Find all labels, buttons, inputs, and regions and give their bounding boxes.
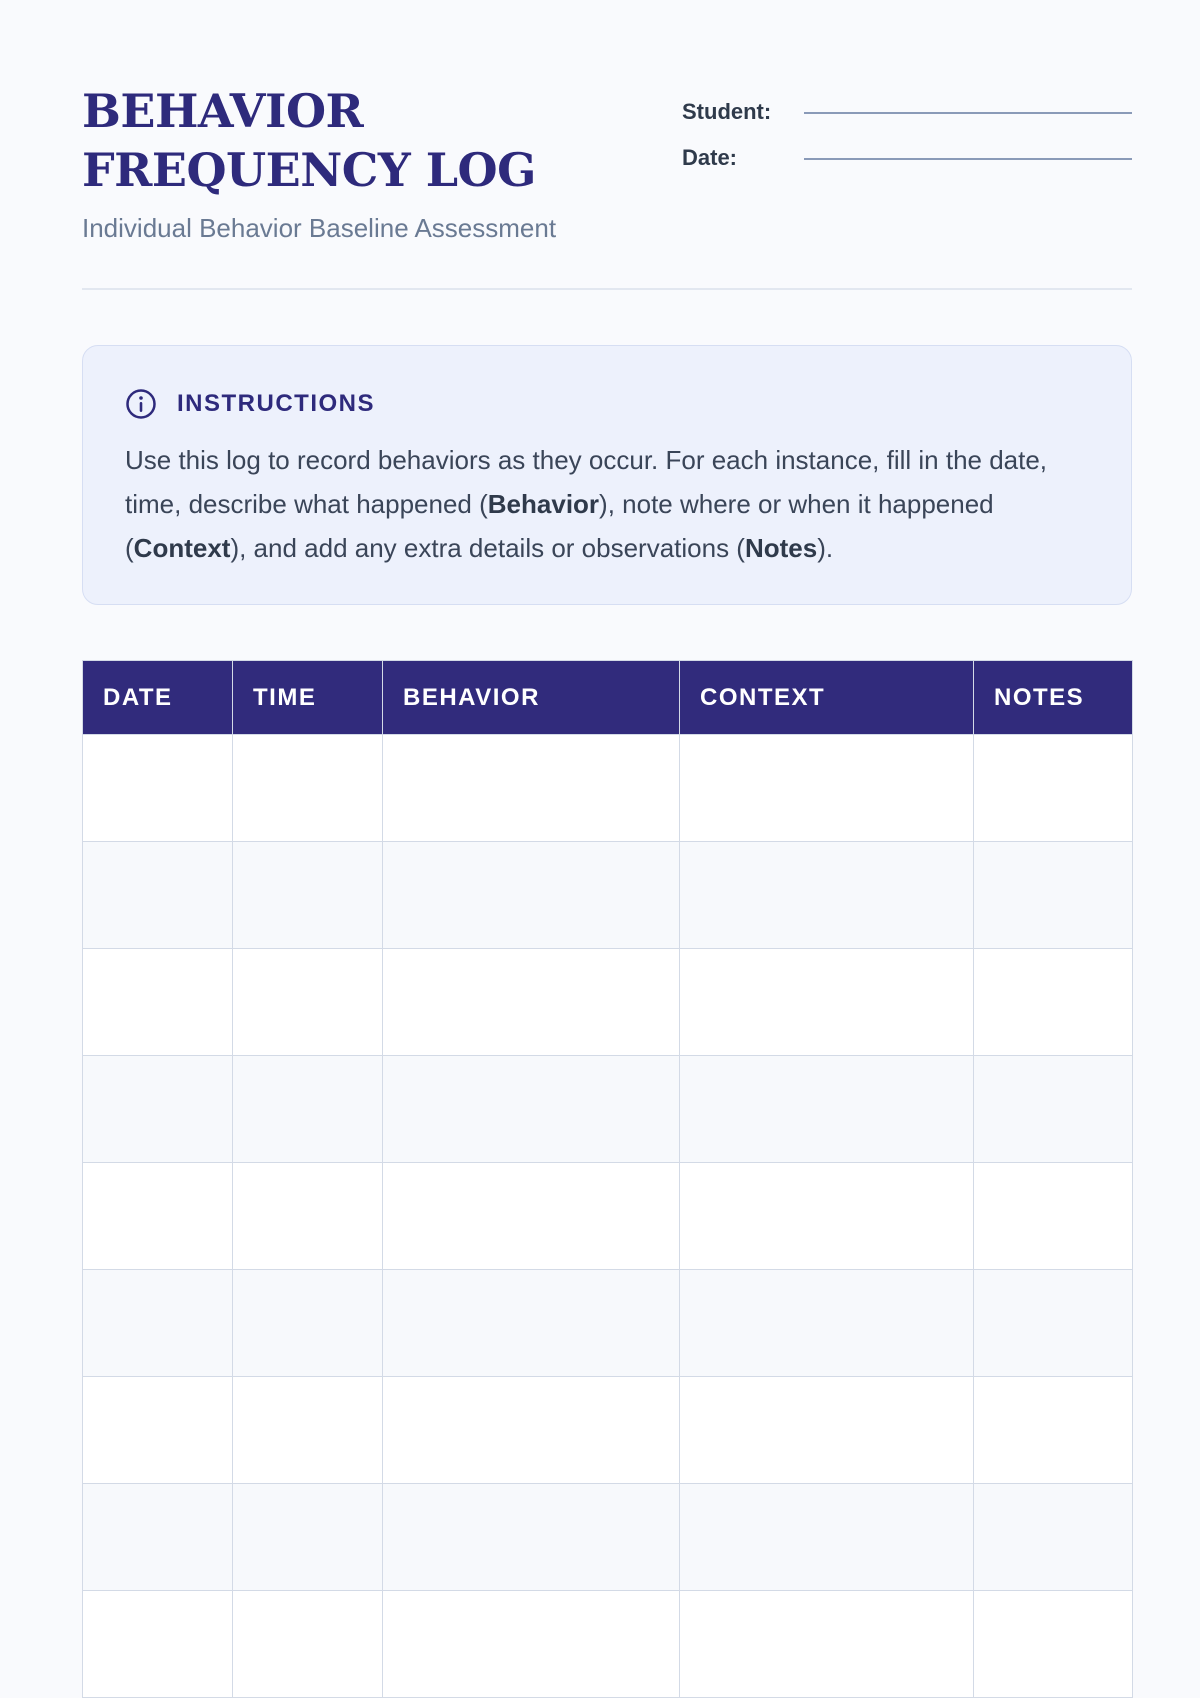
cell-notes[interactable] [974,1484,1133,1591]
cell-behavior[interactable] [383,1591,680,1698]
cell-time[interactable] [233,735,383,842]
table-row [83,949,1133,1056]
cell-time[interactable] [233,949,383,1056]
instructions-keyword-context: Context [133,533,231,563]
cell-date[interactable] [83,949,233,1056]
cell-notes[interactable] [974,735,1133,842]
table-row [83,1056,1133,1163]
cell-time[interactable] [233,1484,383,1591]
page-title: BEHAVIOR FREQUENCY LOG [82,84,536,197]
cell-time[interactable] [233,1163,383,1270]
cell-notes[interactable] [974,1056,1133,1163]
cell-notes[interactable] [974,1270,1133,1377]
cell-context[interactable] [680,735,974,842]
date-label: Date: [682,145,738,170]
column-header-date: DATE [83,661,233,735]
cell-time[interactable] [233,842,383,949]
behavior-log-page [82,0,1132,711]
cell-notes[interactable] [974,1377,1133,1484]
cell-date[interactable] [83,1056,233,1163]
cell-date[interactable] [83,1591,233,1698]
cell-date[interactable] [83,842,233,949]
cell-context[interactable] [680,1056,974,1163]
info-icon [125,388,157,420]
instructions-text-part: ), and add any extra details or observations ( [230,533,745,563]
cell-context[interactable] [680,1484,974,1591]
student-label: Student: [682,99,772,124]
cell-behavior[interactable] [383,949,680,1056]
instructions-box [82,345,1132,605]
cell-behavior[interactable] [383,735,680,842]
cell-context[interactable] [680,842,974,949]
cell-date[interactable] [83,1484,233,1591]
table-row [83,1163,1133,1270]
table-row [83,735,1133,842]
cell-context[interactable] [680,1163,974,1270]
table-header-row [83,661,1133,735]
cell-notes[interactable] [974,842,1133,949]
cell-time[interactable] [233,1591,383,1698]
date-field [682,128,1132,174]
column-header-time: TIME [233,661,383,735]
table-row [83,1484,1133,1591]
table-row [83,1270,1133,1377]
cell-context[interactable] [680,1270,974,1377]
page-header [82,0,1132,290]
instructions-title: INSTRUCTIONS [177,390,375,417]
cell-date[interactable] [83,735,233,842]
cell-date[interactable] [83,1270,233,1377]
column-header-notes: NOTES [974,661,1133,735]
cell-date[interactable] [83,1377,233,1484]
cell-time[interactable] [233,1377,383,1484]
info-fields [682,82,1132,174]
cell-behavior[interactable] [383,1484,680,1591]
cell-time[interactable] [233,1270,383,1377]
cell-behavior[interactable] [383,842,680,949]
table-row [83,1591,1133,1698]
instructions-text-part: Use this log to record behaviors as they occur. For each instance, fill in the date, time, describe what happened ( [125,445,1048,519]
cell-notes[interactable] [974,1591,1133,1698]
cell-context[interactable] [680,1377,974,1484]
instructions-text-part: ), note where or when it happened ( [125,489,994,563]
table-body [83,735,1133,1698]
table-row [83,1377,1133,1484]
student-input-line[interactable] [804,112,1132,114]
behavior-log-table [82,660,1133,1698]
cell-notes[interactable] [974,1163,1133,1270]
column-header-context: CONTEXT [680,661,974,735]
student-field [682,82,1132,128]
instructions-text [125,438,1089,570]
instructions-keyword-notes: Notes [744,533,818,563]
cell-context[interactable] [680,949,974,1056]
cell-time[interactable] [233,1056,383,1163]
page-subtitle: Individual Behavior Baseline Assessment [82,213,557,243]
cell-date[interactable] [83,1163,233,1270]
instructions-header [125,382,1089,426]
cell-behavior[interactable] [383,1056,680,1163]
cell-behavior[interactable] [383,1270,680,1377]
cell-behavior[interactable] [383,1377,680,1484]
cell-notes[interactable] [974,949,1133,1056]
column-header-behavior: BEHAVIOR [383,661,680,735]
date-input-line[interactable] [804,158,1132,160]
cell-context[interactable] [680,1591,974,1698]
table-row [83,842,1133,949]
cell-behavior[interactable] [383,1163,680,1270]
instructions-keyword-behavior: Behavior [487,489,600,519]
instructions-text-part: ). [817,533,834,563]
